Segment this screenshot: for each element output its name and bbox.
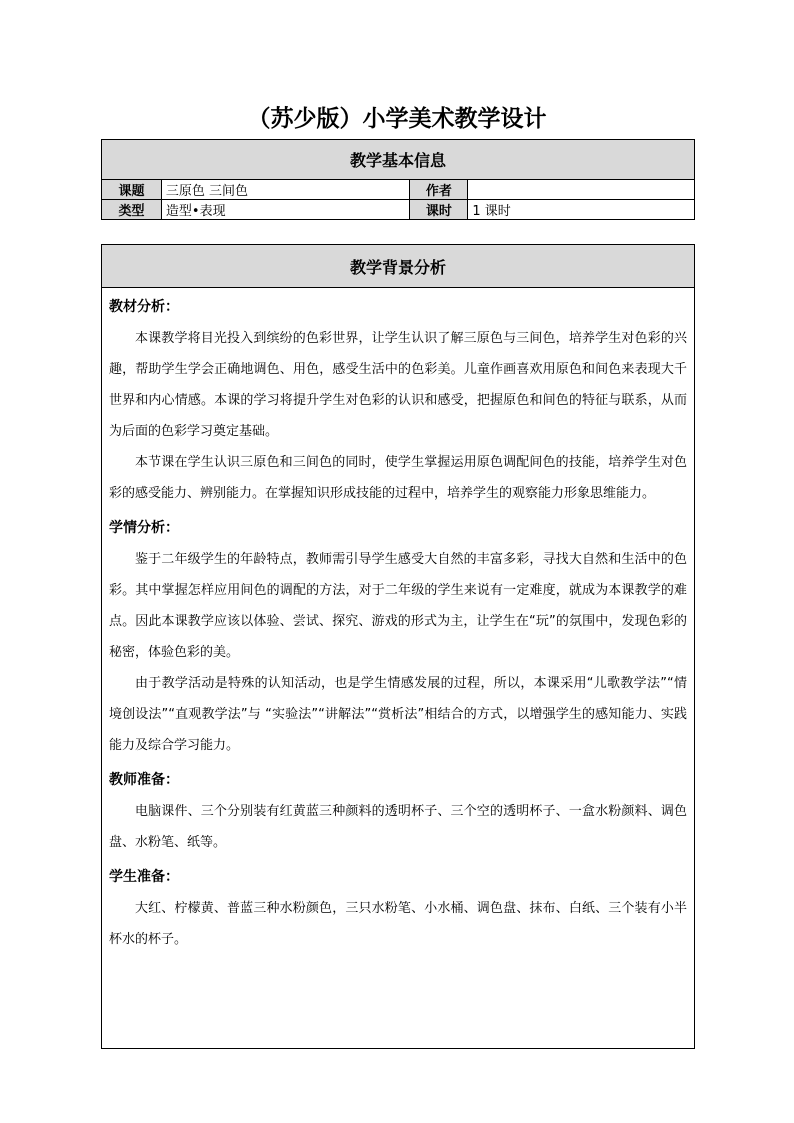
section-heading-student-prep: 学生准备： [109, 869, 179, 885]
type-value: 造型•表现 [161, 200, 410, 220]
background-header: 教学背景分析 [102, 245, 695, 288]
basic-info-table [101, 139, 695, 220]
type-label: 类型 [102, 200, 162, 220]
paragraph: 本课教学将目光投入到缤纷的色彩世界，让学生认识了解三原色与三间色，培养学生对色彩的兴趣，帮助学生学会正确地调色、用色，感受生活中的色彩美。儿童作画喜欢用原色和间色来表现大千世界和内心情感。本课的学习将提升学生对色彩的认识和感受，把握原色和间色的特征与联系，从而为后面的色彩学习奠定基础。 [109, 331, 687, 439]
document-title: （苏少版）小学美术教学设计 [247, 106, 547, 132]
topic-label: 课题 [102, 180, 162, 200]
paragraph: 本节课在学生认识三原色和三间色的同时，使学生掌握运用原色调配间色的技能，培养学生对色彩的感受能力、辨别能力。在掌握知识形成技能的过程中，培养学生的观察能力形象思维能力。 [109, 455, 687, 501]
section-heading-teacher-prep: 教师准备： [109, 772, 179, 788]
author-value [468, 180, 695, 200]
paragraph: 电脑课件、三个分别装有红黄蓝三种颜料的透明杯子、三个空的透明杯子、一盒水粉颜料、调色盘、水粉笔、纸等。 [109, 804, 687, 850]
period-value: 1 课时 [468, 200, 695, 220]
table-row [102, 180, 695, 200]
topic-value: 三原色 三间色 [161, 180, 410, 200]
section-heading-learners: 学情分析： [109, 520, 179, 536]
paragraph: 由于教学活动是特殊的认知活动，也是学生情感发展的过程，所以，本课采用“儿歌教学法”“情境创设法”“直观教学法”与 “实验法”“讲解法”“赏析法”相结合的方式，以增强学生的感知能力、实践能力及综合学习能力。 [109, 676, 687, 753]
period-label: 课时 [410, 200, 468, 220]
paragraph: 大红、柠檬黄、普蓝三种水粉颜色，三只水粉笔、小水桶、调色盘、抹布、白纸、三个装有小半杯水的杯子。 [109, 901, 687, 947]
basic-info-header: 教学基本信息 [102, 140, 695, 180]
section-heading-textbook: 教材分析： [109, 299, 179, 315]
table-row [102, 200, 695, 220]
paragraph: 鉴于二年级学生的年龄特点，教师需引导学生感受大自然的丰富多彩，寻找大自然和生活中的色彩。其中掌握怎样应用间色的调配的方法，对于二年级的学生来说有一定难度，就成为本课教学的难点。因此本课教学应该以体验、尝试、探究、游戏的形式为主，让学生在“玩”的氛围中，发现色彩的秘密，体验色彩的美。 [109, 552, 687, 660]
background-body [102, 288, 695, 1049]
author-label: 作者 [410, 180, 468, 200]
background-analysis-table [101, 244, 695, 1049]
